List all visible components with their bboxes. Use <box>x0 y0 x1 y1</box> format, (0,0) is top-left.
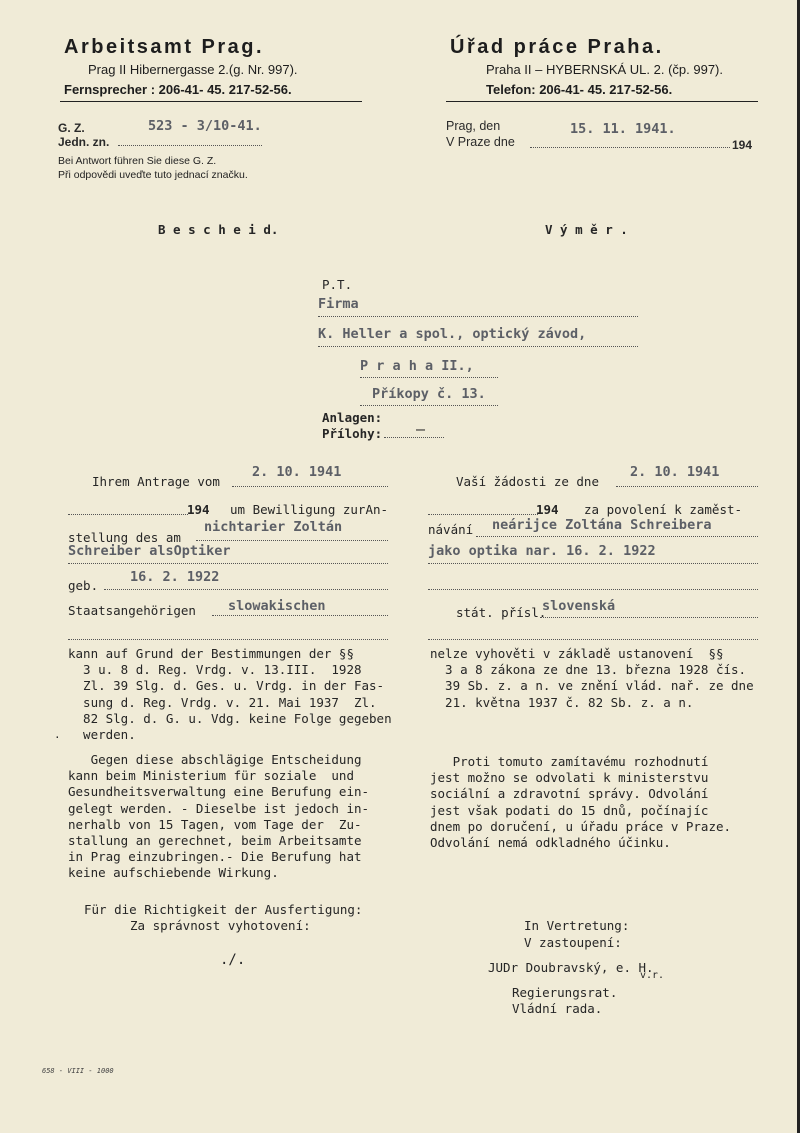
right-employee-name: neárijce Zoltána Schreibera <box>492 517 712 533</box>
signature-name: JUDr Doubravský, e. H. <box>488 960 654 975</box>
office-title-de: Arbeitsamt Prag. <box>64 36 265 58</box>
right-line-2 <box>428 514 538 515</box>
left-line-5 <box>104 589 388 590</box>
addressee-firma: Firma <box>318 296 359 312</box>
addressee-line-1 <box>318 316 638 317</box>
ref-number: 523 - 3/10-41. <box>148 118 262 134</box>
right-line-5 <box>428 589 758 590</box>
signature-in-vertretung: In Vertretung: <box>524 918 630 933</box>
left-line-7 <box>68 639 388 640</box>
right-request-text: za povolení k zaměst- <box>584 502 743 517</box>
addressee-city: P r a h a II., <box>360 358 474 374</box>
ref-label-de: G. Z. <box>58 121 85 135</box>
right-citizenship-value: slovenská <box>542 598 616 614</box>
left-line-3 <box>196 540 388 541</box>
ref-note-cz: Při odpovědi uveďte tuto jednací značku. <box>58 169 248 181</box>
date-value: 15. 11. 1941. <box>570 121 676 137</box>
right-line-6 <box>540 617 758 618</box>
left-born-label: geb. <box>68 578 99 593</box>
title-vymer: V ý m ě r . <box>545 222 628 237</box>
date-label-de: Prag, den <box>446 119 501 133</box>
right-citizenship-label: stát. přísl. <box>456 605 547 620</box>
addressee-street: Příkopy č. 13. <box>372 386 486 402</box>
right-employment-label: návání <box>428 522 474 537</box>
left-employment-label: stellung des am <box>68 530 181 545</box>
left-citizenship-value: slowakischen <box>228 598 326 614</box>
right-request-date: 2. 10. 1941 <box>630 464 720 480</box>
left-request-date: 2. 10. 1941 <box>252 464 342 480</box>
attachments-label-de: Anlagen: <box>322 410 383 425</box>
right-line-1 <box>616 486 758 487</box>
left-employee-name: Schreiber alsOptiker <box>68 543 231 559</box>
addressee-line-2 <box>318 346 638 347</box>
addressee-name: K. Heller a spol., optický závod, <box>318 326 587 342</box>
date-label-cz: V Praze dne <box>446 135 515 149</box>
right-request-label: Vaší žádosti ze dne <box>456 474 599 489</box>
header-rule-right <box>446 101 758 102</box>
right-year-prefix: 194 <box>536 502 559 517</box>
left-line-1 <box>232 486 388 487</box>
header-rule-left <box>60 101 362 102</box>
right-line-7 <box>428 639 758 640</box>
ref-note-de: Bei Antwort führen Sie diese G. Z. <box>58 155 217 167</box>
left-citizenship-label: Staatsangehörigen <box>68 603 196 618</box>
addressee-line-4 <box>360 405 498 406</box>
addressee-pt: P.T. <box>322 277 353 292</box>
addressee-line-3 <box>360 377 498 378</box>
office-phone-cz: Telefon: 206-41- 45. 217-52-56. <box>486 82 673 97</box>
left-correctness-de: Für die Richtigkeit der Ausfertigung: <box>84 902 363 917</box>
attachments-label-cz: Přílohy: <box>322 426 383 441</box>
date-suffix: 194 <box>732 138 753 152</box>
left-year-prefix: 194 <box>187 502 210 517</box>
left-line-6 <box>212 615 388 616</box>
left-request-text: um Bewilligung zurAn- <box>230 502 389 517</box>
left-appeal-text: Gegen diese abschlägige Entscheidung kann beim Ministerium für soziale und Gesundheitsverwaltung eine Berufung ein- gelegt werden. - Dieselbe ist jedoch in- nerhalb von 15 Tagen, vom Tage der Zu- stallung an gerechnet, beim Arbeitsamte in Prag einzubringen.- Die Berufung hat keine aufschiebende Wirkung. <box>68 752 370 881</box>
signature-title-cz: Vládní rada. <box>512 1001 603 1016</box>
left-line-2 <box>68 514 188 515</box>
left-request-label: Ihrem Antrage vom <box>92 474 220 489</box>
left-birth-date: 16. 2. 1922 <box>130 569 220 585</box>
title-bescheid: B e s c h e i d. <box>158 222 279 237</box>
attachments-line <box>384 437 444 438</box>
left-line-4 <box>68 563 388 564</box>
right-line-4 <box>428 563 758 564</box>
office-title-cz: Úřad práce Praha. <box>450 36 664 58</box>
left-signature-mark: ./. <box>220 952 246 968</box>
right-line-3 <box>476 536 758 537</box>
footer-print-mark: 658 - VIII - 1000 <box>42 1067 114 1075</box>
signature-title-de: Regierungsrat. <box>512 985 618 1000</box>
right-appeal-text: Proti tomuto zamítavému rozhodnutí jest možno se odvolati k ministerstvu sociální a zdravotní správy. Odvolání jest však podati do 15 dnů, počínajíc dnem po doručení, u úřadu práce v Praze. Odvolání nemá odkladného účinku. <box>430 754 732 851</box>
ref-dotted-line <box>118 145 262 146</box>
left-decision-text: kann auf Grund der Bestimmungen der §§ 3 u. 8 d. Reg. Vrdg. v. 13.III. 1928 Zl. 39 Slg. d. Ges. u. Vrdg. in der Fas- sung d. Reg. Vrdg. v. 21. Mai 1937 Zl. 82 Slg. d. G. u. Vdg. keine Folge gegeben werden. <box>68 646 392 743</box>
signature-v-zastoupeni: V zastoupení: <box>524 935 622 950</box>
right-employee-details: jako optika nar. 16. 2. 1922 <box>428 543 656 559</box>
attachments-value: — <box>416 420 426 438</box>
right-decision-text: nelze vyhověti v základě ustanovení §§ 3 a 8 zákona ze dne 13. března 1928 čís. 39 Sb. z. a n. ve znění vlád. nař. ze dne 21. května 1937 č. 82 Sb. z. a n. <box>430 646 754 710</box>
left-employee-status: nichtarier Zoltán <box>204 519 343 535</box>
left-correctness-cz: Za správnost vyhotovení: <box>130 918 311 933</box>
office-address-cz: Praha II – HYBERNSKÁ UL. 2. (čp. 997). <box>486 62 723 77</box>
office-address-de: Prag II Hibernergasse 2.(g. Nr. 997). <box>88 62 298 77</box>
date-dotted-line <box>530 147 730 148</box>
office-phone-de: Fernsprecher : 206-41- 45. 217-52-56. <box>64 82 292 97</box>
left-margin-dot: . <box>54 728 61 741</box>
ref-label-cz: Jedn. zn. <box>58 135 110 149</box>
signature-vr: v.r. <box>640 970 665 981</box>
